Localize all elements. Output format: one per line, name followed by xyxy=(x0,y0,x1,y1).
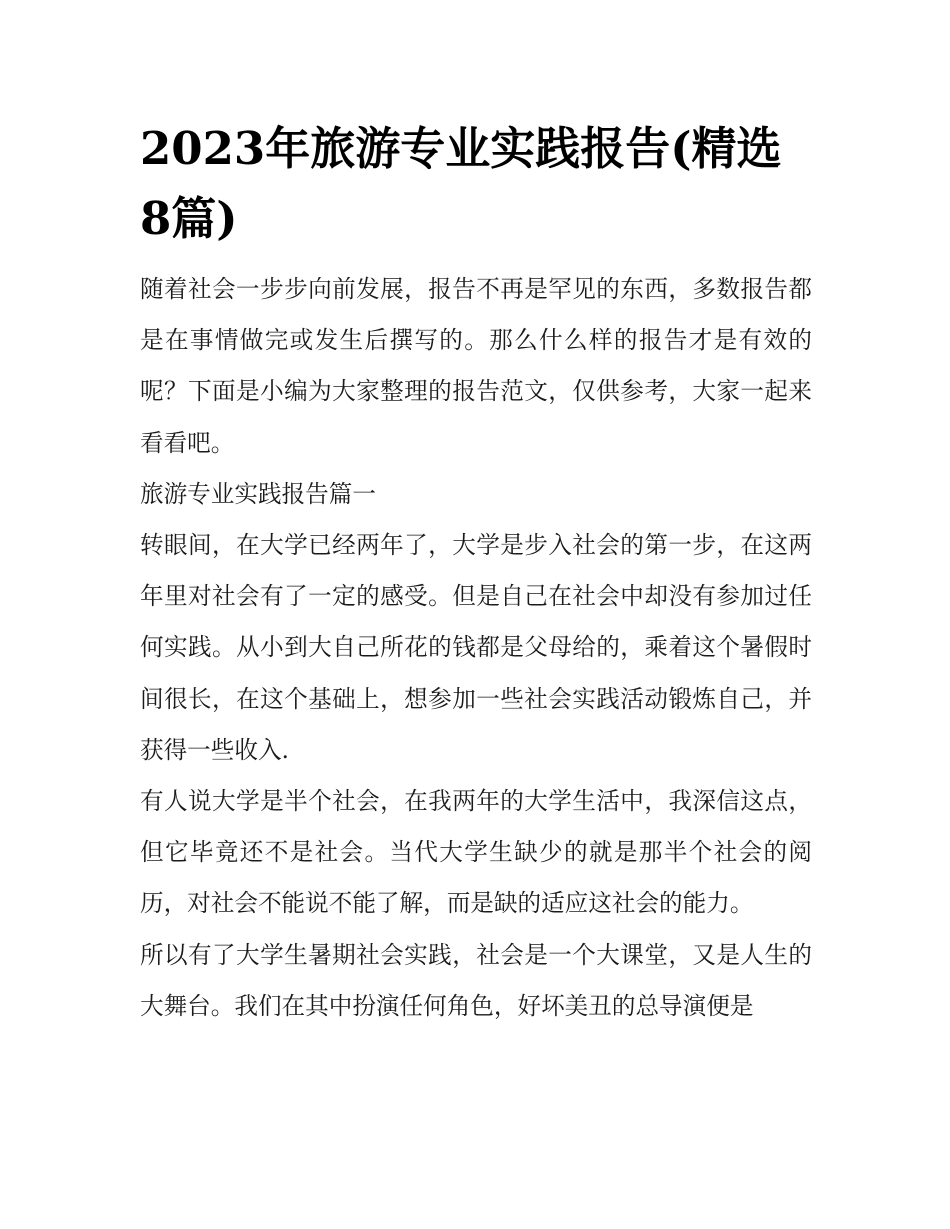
body-paragraph: 所以有了大学生暑期社会实践，社会是一个大课堂，又是人生的大舞台。我们在其中扮演任何角色，好坏美丑的总导演便是 xyxy=(140,940,812,1020)
document-body xyxy=(140,264,812,1032)
intro-paragraph: 随着社会一步步向前发展，报告不再是罕见的东西，多数报告都是在事情做完或发生后撰写的。那么什么样的报告才是有效的呢？下面是小编为大家整理的报告范文，仅供参考，大家一起来看看吧。 xyxy=(140,275,812,457)
section-heading: 旅游专业实践报告篇一 xyxy=(140,479,376,508)
body-paragraph: 转眼间，在大学已经两年了，大学是步入社会的第一步，在这两年里对社会有了一定的感受。但是自己在社会中却没有参加过任何实践。从小到大自己所花的钱都是父母给的，乘着这个暑假时间很长，在这个基础上，想参加一些社会实践活动锻炼自己，并获得一些收入. xyxy=(140,531,812,764)
document-content xyxy=(140,114,812,1032)
document-title: 2023年旅游专业实践报告(精选8篇) xyxy=(140,122,782,245)
body-paragraph: 有人说大学是半个社会，在我两年的大学生活中，我深信这点，但它毕竟还不是社会。当代大学生缺少的就是那半个社会的阅历，对社会不能说不能了解，而是缺的适应这社会的能力。 xyxy=(140,787,812,918)
